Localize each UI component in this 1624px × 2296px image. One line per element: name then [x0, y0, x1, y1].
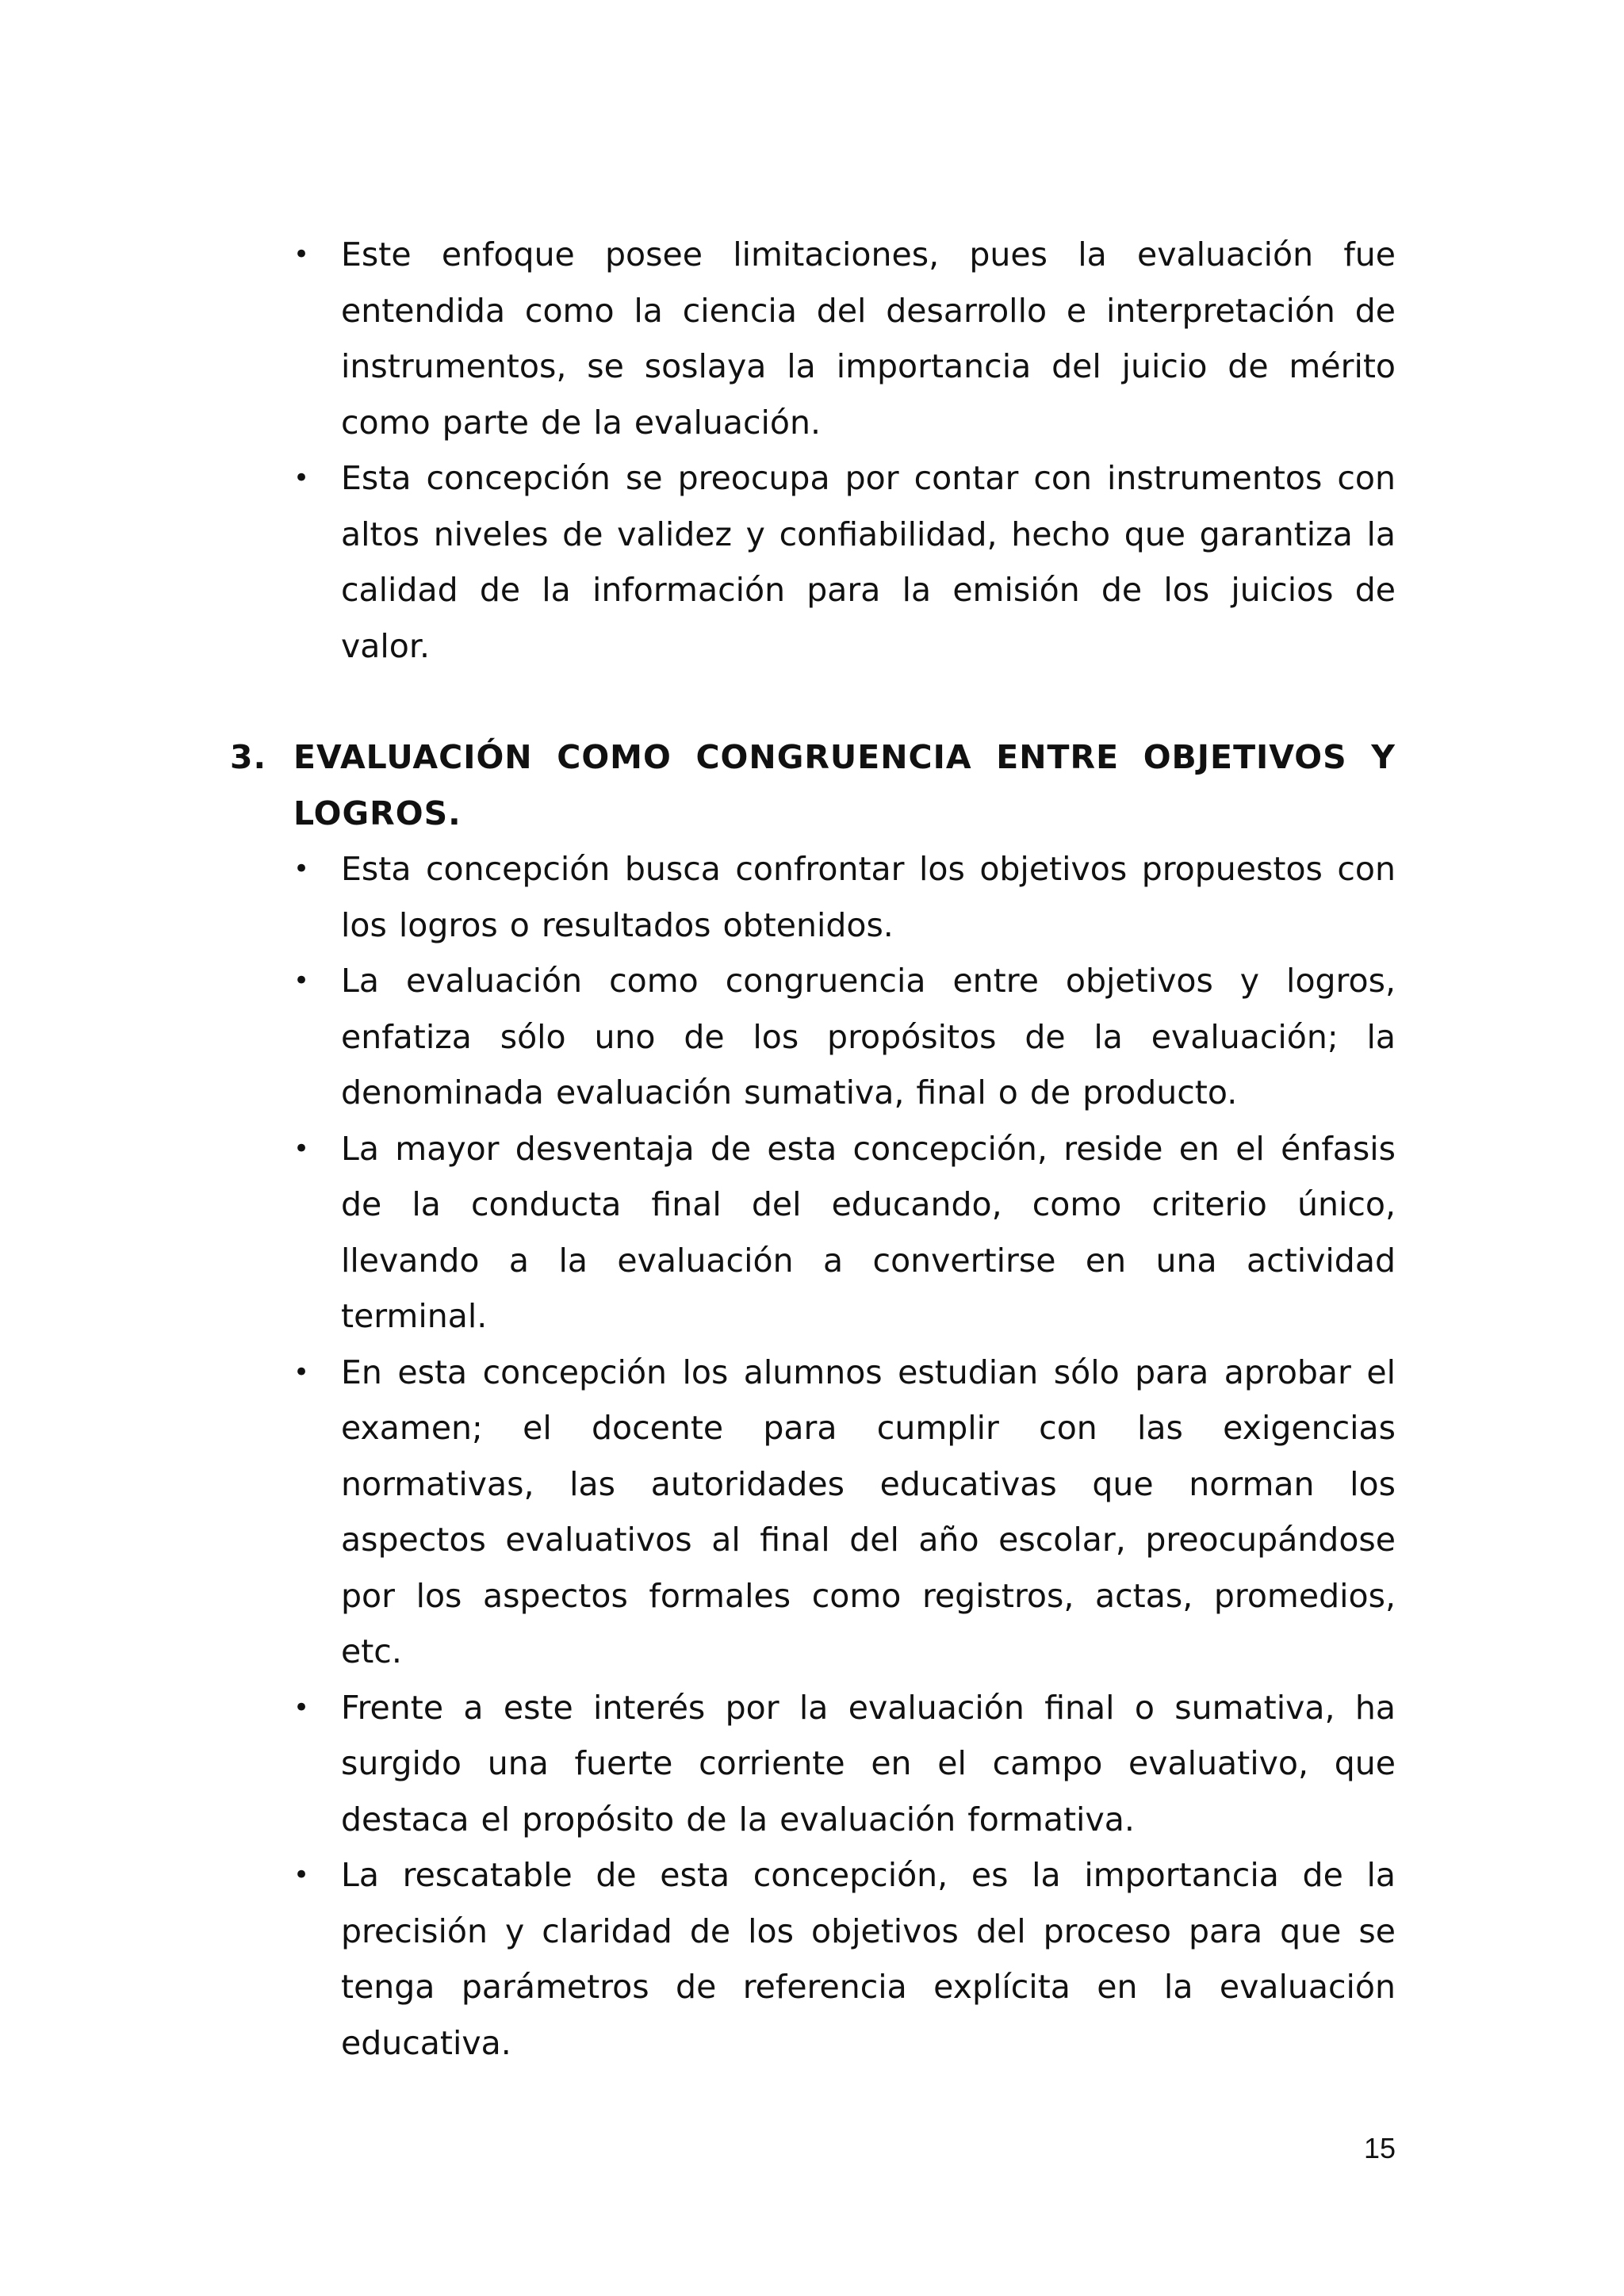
- bullet-icon: •: [293, 965, 310, 997]
- list-item: [230, 953, 1396, 1121]
- bullet-text: Esta concepción busca confrontar los objetivos propuestos con los logros o resultados obtenidos.: [341, 850, 1396, 944]
- bullet-icon: •: [293, 1132, 310, 1165]
- bullet-icon: •: [293, 1691, 310, 1724]
- bullet-text: En esta concepción los alumnos estudian sólo para aprobar el examen; el docente para cumplir con las exigencias normativas, las autoridades educativas que norman los aspectos evaluativos al final del año escolar, preocupándose por los aspectos formales como registros, actas, promedios, etc.: [341, 1353, 1396, 1670]
- section-heading: [230, 729, 1396, 841]
- bullet-icon: •: [293, 1859, 310, 1891]
- page-number: 15: [1363, 2132, 1396, 2164]
- bullet-icon: •: [293, 1356, 310, 1388]
- list-item: [230, 1345, 1396, 1680]
- page-content: [230, 227, 1396, 2071]
- bullet-text: Esta concepción se preocupa por contar con instrumentos con altos niveles de validez y confiabilidad, hecho que garantiza la calidad de la información para la emisión de los juicios de valor.: [341, 459, 1396, 665]
- list-item: [230, 227, 1396, 450]
- section-number: 3.: [230, 738, 267, 776]
- bullet-icon: •: [293, 853, 310, 885]
- list-item: [230, 1847, 1396, 2071]
- bullet-icon: •: [293, 239, 310, 270]
- bullet-icon: •: [293, 462, 310, 494]
- list-item: [230, 1680, 1396, 1848]
- bullet-text: La rescatable de esta concepción, es la importancia de la precisión y claridad de los objetivos del proceso para que se tenga parámetros de referencia explícita en la evaluación educativa.: [341, 1856, 1396, 2062]
- intro-bullet-list: [230, 227, 1396, 674]
- list-item: [230, 841, 1396, 953]
- section-title: EVALUACIÓN COMO CONGRUENCIA ENTRE OBJETIVOS Y LOGROS.: [293, 738, 1396, 832]
- list-item: [230, 1121, 1396, 1345]
- bullet-text: Este enfoque posee limitaciones, pues la evaluación fue entendida como la ciencia del desarrollo e interpretación de instrumentos, se soslaya la importancia del juicio de mérito como parte de la evaluación.: [341, 235, 1396, 442]
- bullet-text: Frente a este interés por la evaluación final o sumativa, ha surgido una fuerte corriente en el campo evaluativo, que destaca el propósito de la evaluación formativa.: [341, 1688, 1396, 1839]
- bullet-text: La evaluación como congruencia entre objetivos y logros, enfatiza sólo uno de los propósitos de la evaluación; la denominada evaluación sumativa, final o de producto.: [341, 962, 1396, 1112]
- list-item: [230, 450, 1396, 674]
- section-bullet-list: [230, 841, 1396, 2071]
- bullet-text: La mayor desventaja de esta concepción, reside en el énfasis de la conducta final del educando, como criterio único, llevando a la evaluación a convertirse en una actividad terminal.: [341, 1129, 1396, 1335]
